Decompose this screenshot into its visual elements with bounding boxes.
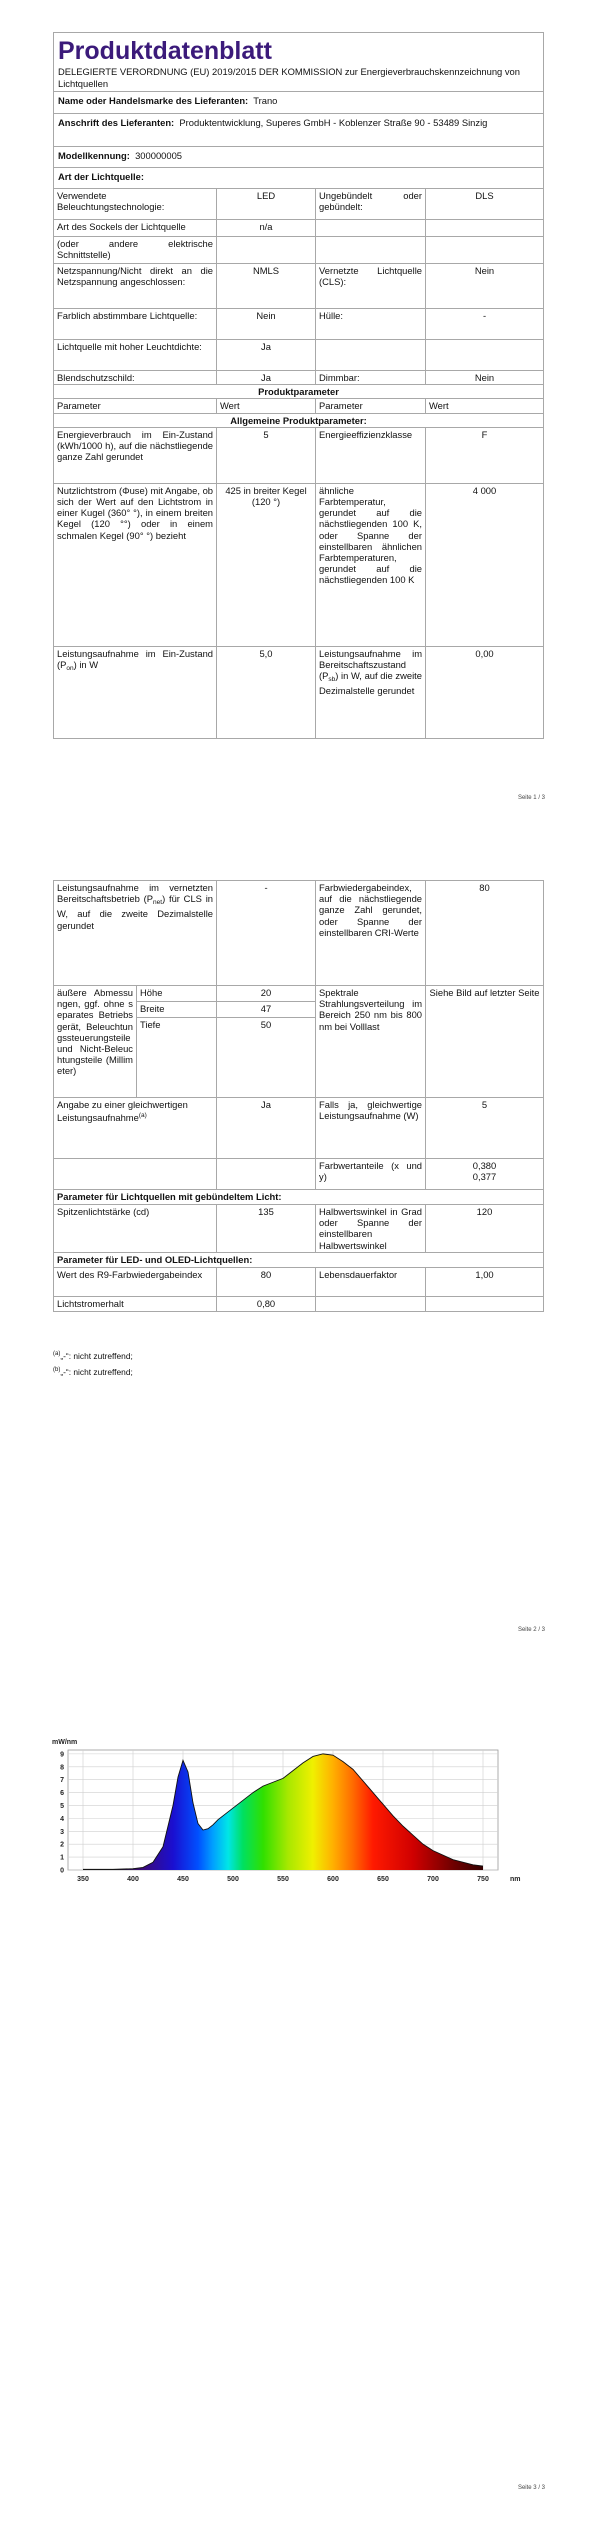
- table-row: Blendschutzschild: Ja Dimmbar: Nein: [54, 371, 544, 385]
- x-tick-label: 400: [127, 1876, 139, 1883]
- table-row: Nutzlichtstrom (Φuse) mit Angabe, ob sich der Wert auf den Lichtstrom in einer Kugel (360° °), in einem breiten Kegel (120 °°) oder in einem schmalen Kegel (90° °) bezieht 425 in breiter Kegel (120 °) ähnliche Farbtemperatur, gerundet auf die nächstliegenden 100 K, oder Spanne der einstellbaren ähnlichen Farbtemperaturen, gerundet auf die nächstliegenden 100 K 4 000: [54, 483, 544, 646]
- y-tick-label: 7: [60, 1777, 64, 1785]
- table-row: (oder andere elektrische Schnittstelle): [54, 237, 544, 264]
- directional-header: Parameter für Lichtquellen mit gebündeltem Licht:: [54, 1190, 544, 1205]
- model-row: Modellkennung: 300000005: [54, 147, 544, 168]
- y-tick-label: 3: [60, 1828, 64, 1836]
- page-2: [0, 830, 595, 1660]
- x-tick-label: 750: [477, 1876, 489, 1883]
- y-tick-label: 5: [60, 1802, 64, 1810]
- page-number: Seite 1 / 3: [517, 795, 545, 801]
- x-tick-label: 700: [427, 1876, 439, 1883]
- table-row: Energieverbrauch im Ein-Zustand (kWh/1000 h), auf die nächstliegende ganze Zahl gerundet 5 Energieeffizienzklasse F: [54, 427, 544, 483]
- table-row: Farbwertanteile (x und y) 0,380 0,377: [54, 1159, 544, 1190]
- x-tick-label: 650: [377, 1876, 389, 1883]
- y-tick-label: 6: [60, 1790, 64, 1798]
- spectrum-chart: [48, 1730, 548, 1890]
- table-row: Leistungsaufnahme im Ein-Zustand $(P_{on})$ in W 5,0 Leistungsaufnahme im Bereitschaftszustand $(P_{sb})$ in W, auf die zweite Dezimalstelle gerundet 0,00: [54, 646, 544, 738]
- supplier-name: Trano: [253, 95, 278, 106]
- x-tick-label: 600: [327, 1876, 339, 1883]
- model-id: 300000005: [135, 150, 183, 161]
- x-tick-label: 450: [177, 1876, 189, 1883]
- table-row: Lichtquelle mit hoher Leuchtdichte: Ja: [54, 340, 544, 371]
- regulation-text: DELEGIERTE VERORDNUNG (EU) 2019/2015 DER KOMMISSION zur Energieverbrauchskennzeichnung von Lichtquellen: [58, 66, 520, 89]
- y-axis-label: mW/nm: [52, 1739, 78, 1746]
- general-params-header: Allgemeine Produktparameter:: [54, 413, 544, 427]
- page-number: Seite 3 / 3: [517, 2485, 545, 2491]
- table-row: Art des Sockels der Lichtquelle n/a: [54, 220, 544, 237]
- page-1: [0, 0, 595, 830]
- footnote-b: $^{(b)}$„-“: nicht zutreffend;: [53, 1367, 133, 1377]
- table-row: Tiefe 50: [54, 1018, 544, 1098]
- y-tick-label: 4: [60, 1815, 64, 1823]
- table-row: Wert des R9-Farbwiedergabeindex 80 Lebensdauerfaktor 1,00: [54, 1267, 544, 1296]
- y-tick-label: 0: [60, 1867, 64, 1875]
- product-params-header: Produktparameter: [54, 385, 544, 399]
- y-tick-label: 8: [60, 1764, 64, 1772]
- x-axis-label: nm: [510, 1876, 521, 1883]
- table-row: Breite 47: [54, 1002, 544, 1018]
- column-header-row: Parameter Wert Parameter Wert: [54, 399, 544, 413]
- supplier-name-row: Name oder Handelsmarke des Lieferanten: Trano: [54, 92, 544, 114]
- table-row: Farblich abstimmbare Lichtquelle: Nein Hülle: -: [54, 309, 544, 340]
- table-row: Lichtstromerhalt 0,80: [54, 1296, 544, 1311]
- chroma-x: 0,380: [472, 1160, 497, 1171]
- table-row: Angabe zu einer gleichwertigen Leistungsaufnahme$^{(a)}$ Ja Falls ja, gleichwertige Leistungsaufnahme (W) 5: [54, 1098, 544, 1159]
- supplier-address-row: Anschrift des Lieferanten: Produktentwicklung, Superes GmbH - Koblenzer Straße 90 - 53489 Sinzig: [54, 114, 544, 147]
- datasheet-table-1: [53, 32, 544, 739]
- y-tick-label: 2: [60, 1841, 64, 1849]
- footnote-a: $^{(a)}$„-“: nicht zutreffend;: [53, 1351, 133, 1361]
- supplier-address: Produktentwicklung, Superes GmbH - Koblenzer Straße 90 - 53489 Sinzig: [179, 117, 488, 128]
- x-tick-label: 500: [227, 1876, 239, 1883]
- chroma-y: 0,377: [472, 1171, 497, 1183]
- datasheet-table-2: [53, 880, 544, 1312]
- page-number: Seite 2 / 3: [517, 1627, 545, 1633]
- y-tick-label: 1: [60, 1854, 64, 1862]
- table-row: Leistungsaufnahme im vernetzten Bereitschaftsbetrieb $(P_{net})$ für CLS in W, auf die zweite Dezimalstelle gerundet - Farbwiedergabeindex, auf die nächstliegende ganze Zahl gerundet, oder Spanne der einstellbaren CRI-Werte 80: [54, 881, 544, 986]
- table-row: Netzspannung/Nicht direkt an die Netzspannung angeschlossen: NMLS Vernetzte Lichtquelle (CLS): Nein: [54, 264, 544, 309]
- x-tick-label: 350: [77, 1876, 89, 1883]
- x-tick-label: 550: [277, 1876, 289, 1883]
- light-type-header: Art der Lichtquelle:: [54, 168, 544, 189]
- table-row: äußere Abmessungen, ggf. ohne separates Betriebsgerät, Beleuchtungssteuerungsteile und Nicht-Beleuchtungsteile (Millimeter) Höhe 20 Spektrale Strahlungsverteilung im Bereich 250 nm bis 800 nm bei Volllast Siehe Bild auf letzter Seite: [54, 986, 544, 1002]
- table-row: Verwendete Beleuchtungstechnologie: LED Ungebündelt oder gebündelt: DLS: [54, 189, 544, 220]
- page-3: [0, 1660, 595, 2523]
- y-tick-label: 9: [60, 1751, 64, 1759]
- table-row: Spitzenlichtstärke (cd) 135 Halbwertswinkel in Grad oder Spanne der einstellbaren Halbwertswinkel 120: [54, 1205, 544, 1253]
- led-header: Parameter für LED- und OLED-Lichtquellen:: [54, 1252, 544, 1267]
- page-title: Produktdatenblatt: [58, 37, 272, 65]
